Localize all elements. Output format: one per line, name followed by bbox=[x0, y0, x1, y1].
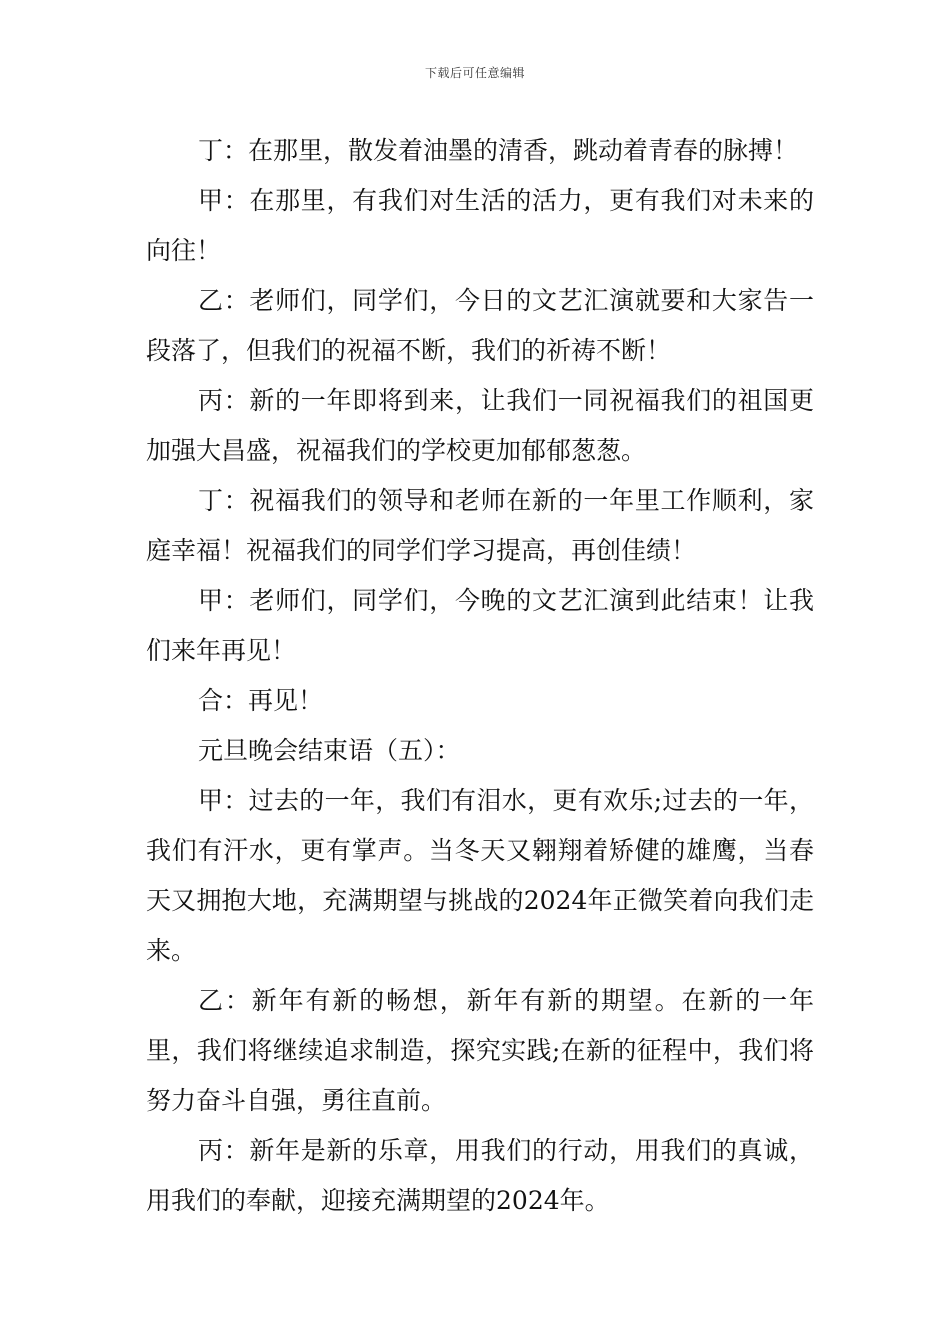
paragraph-yi-2: 乙：新年有新的畅想，新年有新的期望。在新的一年里，我们将继续追求制造，探究实践;在新的征程中，我们将努力奋斗自强，勇往直前。 bbox=[146, 986, 814, 1115]
paragraph-ding-1: 丁：在那里，散发着油墨的清香，跳动着青春的脉搏！ bbox=[198, 136, 799, 165]
section-heading: 元旦晚会结束语（五）： bbox=[198, 736, 461, 765]
paragraph-jia-3: 甲：过去的一年，我们有泪水，更有欢乐;过去的一年，我们有汗水，更有掌声。当冬天又翱翔着矫健的雄鹰，当春天又拥抱大地，充满期望与挑战的2024年正微笑着向我们走来。 bbox=[146, 786, 814, 965]
page-header: 下载后可任意编辑 bbox=[424, 66, 525, 80]
paragraph-bing-2: 丙：新年是新的乐章，用我们的行动，用我们的真诚，用我们的奉献，迎接充满期望的2024年。 bbox=[146, 1136, 814, 1215]
paragraph-jia-2: 甲：老师们，同学们，今晚的文艺汇演到此结束！让我们来年再见！ bbox=[146, 586, 814, 665]
paragraph-bing-1: 丙：新的一年即将到来，让我们一同祝福我们的祖国更加强大昌盛，祝福我们的学校更加郁郁葱葱。 bbox=[146, 386, 814, 465]
paragraph-yi-1: 乙：老师们，同学们，今日的文艺汇演就要和大家告一段落了，但我们的祝福不断，我们的祈祷不断！ bbox=[146, 286, 814, 365]
paragraph-ding-2: 丁：祝福我们的领导和老师在新的一年里工作顺利，家庭幸福！祝福我们的同学们学习提高，再创佳绩！ bbox=[146, 486, 814, 565]
paragraph-he: 合：再见！ bbox=[198, 686, 324, 715]
paragraph-jia-1: 甲：在那里，有我们对生活的活力，更有我们对未来的向往！ bbox=[146, 186, 814, 265]
document-body bbox=[146, 126, 814, 1226]
